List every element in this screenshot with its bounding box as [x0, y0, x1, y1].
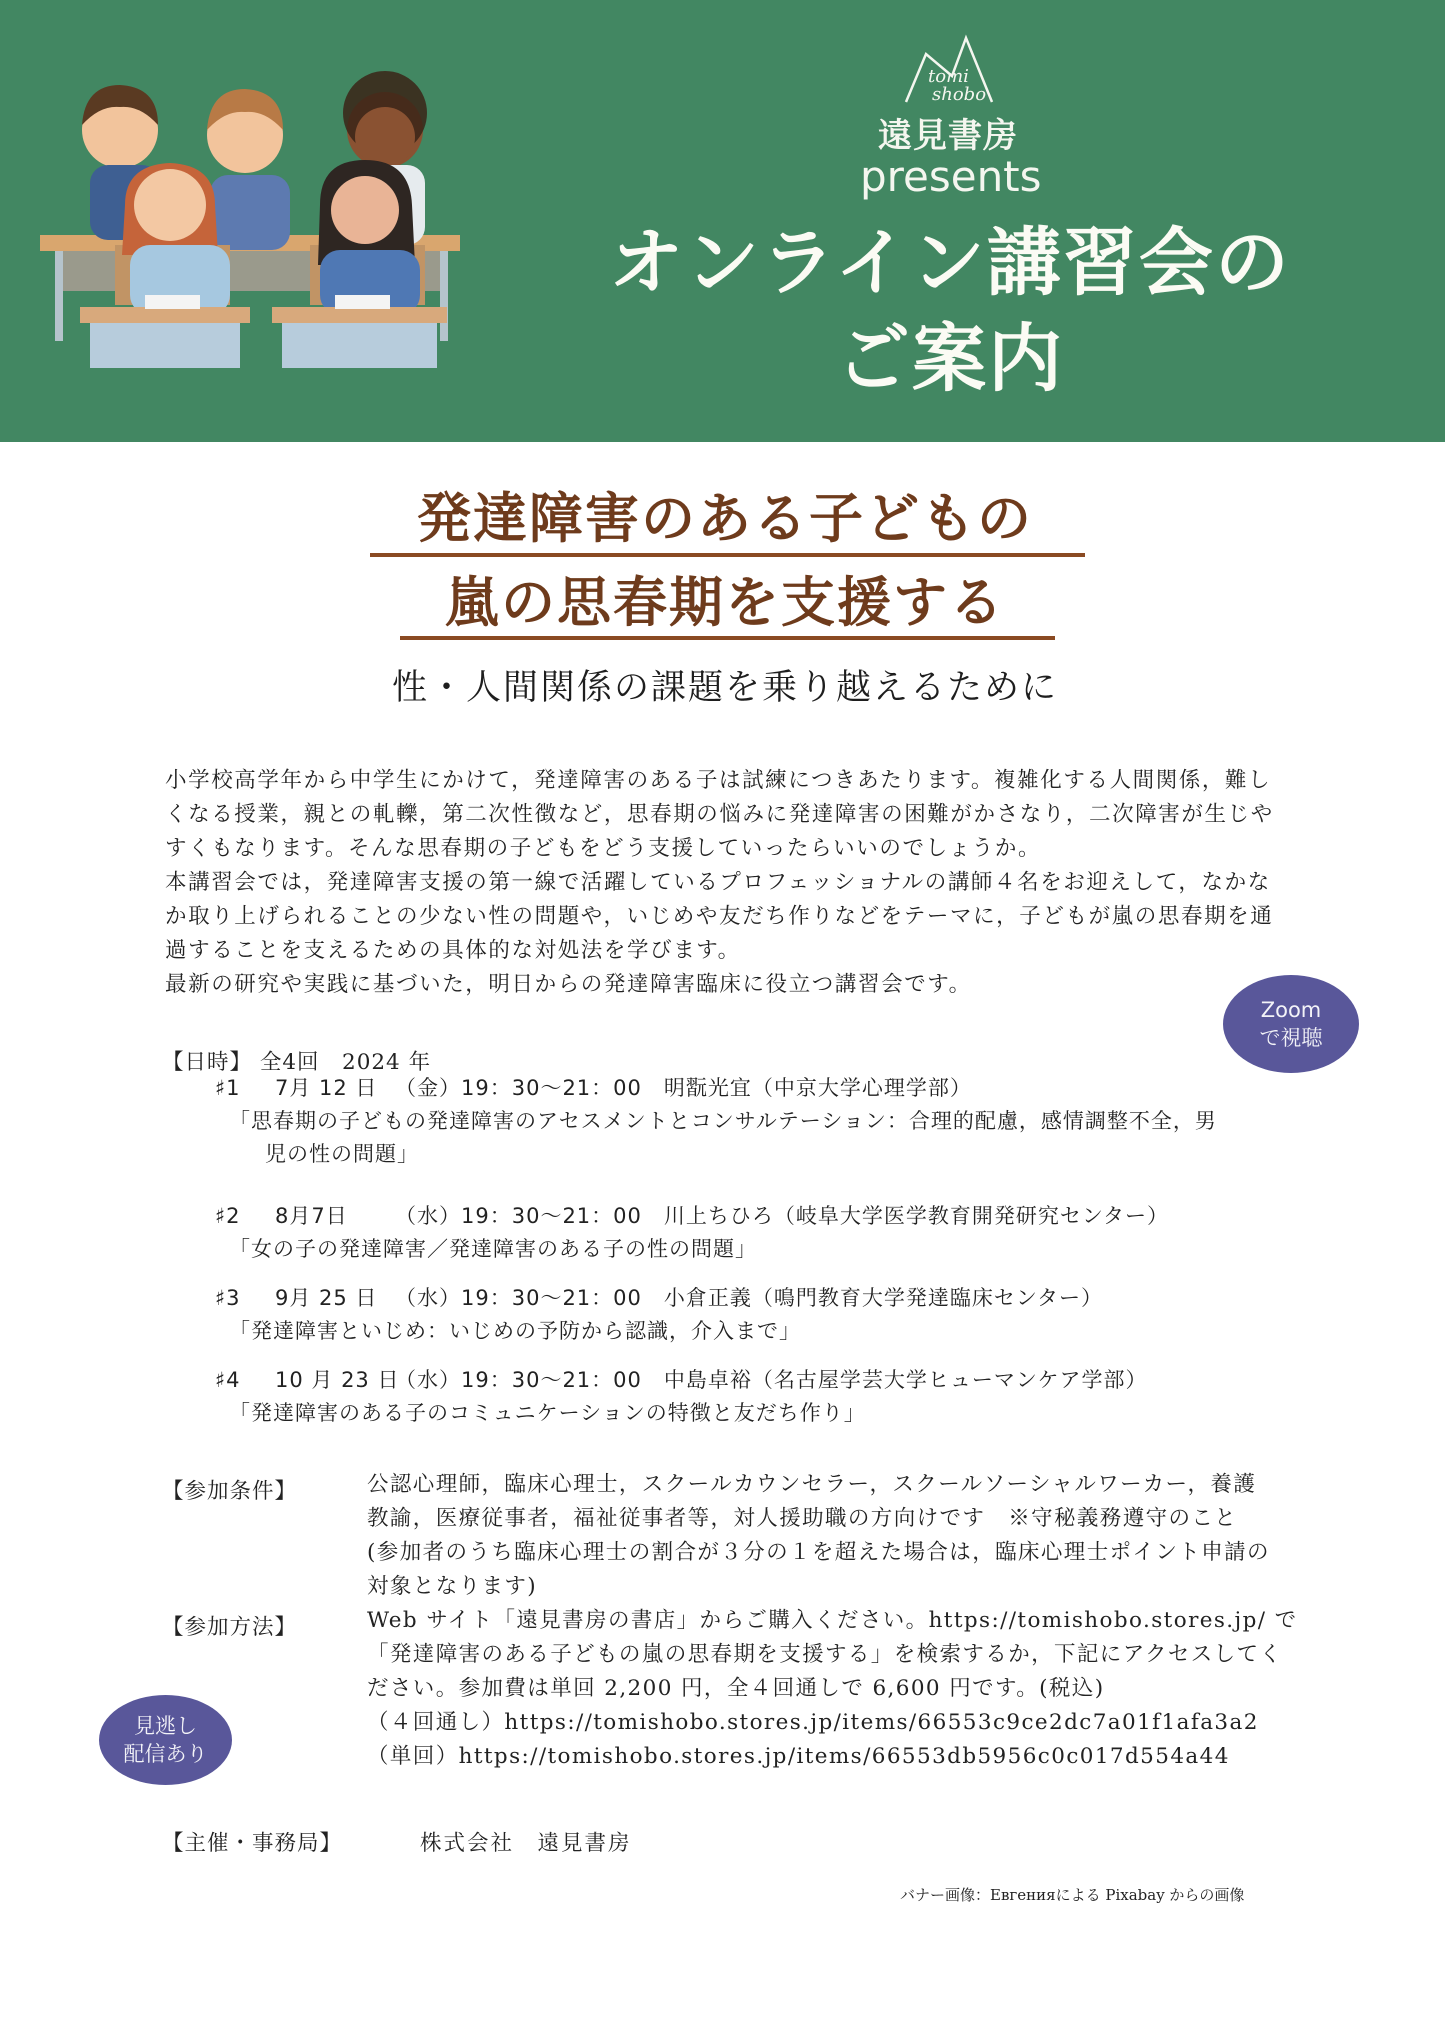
session-4: [215, 1364, 1147, 1430]
session-speaker: 川上ちひろ（岐阜大学医学教育開発研究センター）: [663, 1204, 1170, 1228]
intro-paragraph: [165, 764, 1295, 1002]
session-time: 19：30～21：00: [461, 1286, 642, 1310]
banner-title-line1: オンライン講習会の: [609, 220, 1291, 306]
session-topic: 「発達障害のある子のコミュニケーションの特徴と友だち作り」: [229, 1401, 866, 1425]
method-content: [367, 1604, 1307, 1774]
session-header: [215, 1200, 1169, 1233]
svg-text:tomi: tomi: [928, 66, 969, 87]
tomishobo-logo-icon: [900, 18, 1000, 106]
session-speaker: 小倉正義（鳴門教育大学発達臨床センター）: [663, 1286, 1104, 1310]
zoom-viewing-badge: [1223, 975, 1359, 1073]
intro-line: くなる授業，親との軋轢，第二次性徴など，思春期の悩みに発達障害の困難がかさなり，二次障害が生じや: [165, 802, 1274, 827]
svg-text:shobo: shobo: [932, 84, 987, 105]
banner-title-line2: ご案内: [836, 316, 1064, 402]
method-line: 「発達障害のある子どもの嵐の思春期を支援する」を検索するか，下記にアクセスしてく: [367, 1642, 1283, 1667]
conditions-content: [367, 1468, 1307, 1604]
session-header: [215, 1282, 1103, 1315]
session-speaker: 明翫光宜（中京大学心理学部）: [663, 1076, 972, 1100]
session-day: （金）: [395, 1076, 461, 1100]
link-all-label: （４回通し）: [367, 1710, 505, 1735]
host-label: 【主催・事務局】: [162, 1831, 343, 1856]
archive-badge-line1: 見逃し: [134, 1714, 197, 1738]
image-credit: バナー画像：Евгенияによる Pixabay からの画像: [900, 1886, 1245, 1904]
intro-line: すくもなります。そんな思春期の子どもをどう支援していったらいいのでしょうか。: [165, 836, 1042, 861]
session-day: （水）: [395, 1204, 461, 1228]
link-single-label: （単回）: [367, 1744, 459, 1769]
session-topic-cont: 児の性の問題」: [265, 1142, 419, 1166]
session-topic: 「思春期の子どもの発達障害のアセスメントとコンサルテーション：合理的配慮，感情調整不全，男: [229, 1109, 1217, 1133]
method-line: ださい。参加費は単回 2,200 円，全４回通しで 6,600 円です。(税込): [367, 1676, 1105, 1701]
session-number: ♯1: [215, 1076, 241, 1100]
intro-line: 本講習会では，発達障害支援の第一線で活躍しているプロフェッショナルの講師４名をお迎えして，なかな: [165, 870, 1271, 895]
session-time: 19：30～21：00: [461, 1204, 642, 1228]
conditions-line: (参加者のうち臨床心理士の割合が３分の１を超えた場合は，臨床心理士ポイント申請の: [367, 1540, 1270, 1565]
intro-line: か取り上げられることの少ない性の問題や，いじめや友だち作りなどをテーマに，子どもが嵐の思春期を通: [165, 904, 1274, 929]
brand-name: 遠見書房: [878, 116, 1018, 156]
method-label: 【参加方法】: [162, 1615, 298, 1640]
main-title-line2: 嵐の思春期を支援する: [445, 571, 1005, 634]
session-speaker: 中島卓裕（名古屋学芸大学ヒューマンケア学部）: [663, 1368, 1148, 1392]
conditions-line: 対象となります): [367, 1574, 538, 1599]
method-line: Web サイト「遠見書房の書店」からご購入ください。https://tomishobo.stores.jp/ で: [367, 1608, 1298, 1633]
archive-badge-line2: 配信あり: [123, 1742, 208, 1766]
link-single-url[interactable]: https://tomishobo.stores.jp/items/66553db5956c0c017d554a44: [458, 1744, 1230, 1769]
intro-line: 最新の研究や実践に基づいた，明日からの発達障害臨床に役立つ講習会です。: [165, 972, 972, 997]
conditions-label: 【参加条件】: [162, 1479, 298, 1504]
subtitle: 性・人間関係の課題を乗り越えるために: [391, 668, 1058, 708]
link-all-url[interactable]: https://tomishobo.stores.jp/items/66553c9ce2dc7a01f1afa3a2: [504, 1710, 1259, 1735]
session-date: 7月 12 日: [275, 1076, 378, 1100]
session-number: ♯4: [215, 1368, 241, 1392]
session-1: [215, 1072, 1217, 1171]
session-day: （水）: [395, 1368, 461, 1392]
title-underline-1: [370, 553, 1085, 557]
main-title-line1: 発達障害のある子どもの: [417, 487, 1033, 550]
host-value: 株式会社 遠見書房: [420, 1831, 632, 1856]
session-day: （水）: [395, 1286, 461, 1310]
archive-available-badge: [99, 1695, 232, 1785]
session-header: [215, 1072, 1217, 1105]
link-single-session: [367, 1740, 1307, 1774]
children-at-desks-illustration: [40, 55, 480, 385]
banner-title: [560, 215, 1340, 407]
zoom-badge-line1: Zoom: [1260, 998, 1322, 1022]
session-3: [215, 1282, 1103, 1348]
session-2: [215, 1200, 1169, 1266]
presents-label: presents: [860, 152, 1042, 201]
session-date: 9月 25 日: [275, 1286, 378, 1310]
session-time: 19：30～21：00: [461, 1076, 642, 1100]
session-topic: 「発達障害といじめ：いじめの予防から認識，介入まで」: [229, 1319, 801, 1343]
conditions-line: 教諭，医療従事者，福祉従事者等，対人援助職の方向けです ※守秘義務遵守のこと: [367, 1506, 1238, 1531]
intro-line: 小学校高学年から中学生にかけて，発達障害のある子は試練につきあたります。複雑化する人間関係，難し: [165, 768, 1272, 793]
schedule-heading: 【日時】 全4回 2024 年: [162, 1050, 432, 1075]
session-time: 19：30～21：00: [461, 1368, 642, 1392]
session-date: 8月7日: [275, 1204, 348, 1228]
session-number: ♯3: [215, 1286, 241, 1310]
title-underline-2: [400, 636, 1055, 640]
conditions-line: 公認心理師，臨床心理士，スクールカウンセラー，スクールソーシャルワーカー，養護: [367, 1472, 1257, 1497]
session-header: [215, 1364, 1147, 1397]
header-banner: [0, 0, 1445, 442]
zoom-badge-line2: で視聴: [1259, 1026, 1323, 1050]
session-date: 10 月 23 日: [275, 1368, 400, 1392]
session-number: ♯2: [215, 1204, 241, 1228]
intro-line: 過することを支えるための具体的な対処法を学びます。: [165, 938, 741, 963]
session-topic: 「女の子の発達障害／発達障害のある子の性の問題」: [229, 1237, 757, 1261]
link-all-sessions: [367, 1706, 1307, 1740]
